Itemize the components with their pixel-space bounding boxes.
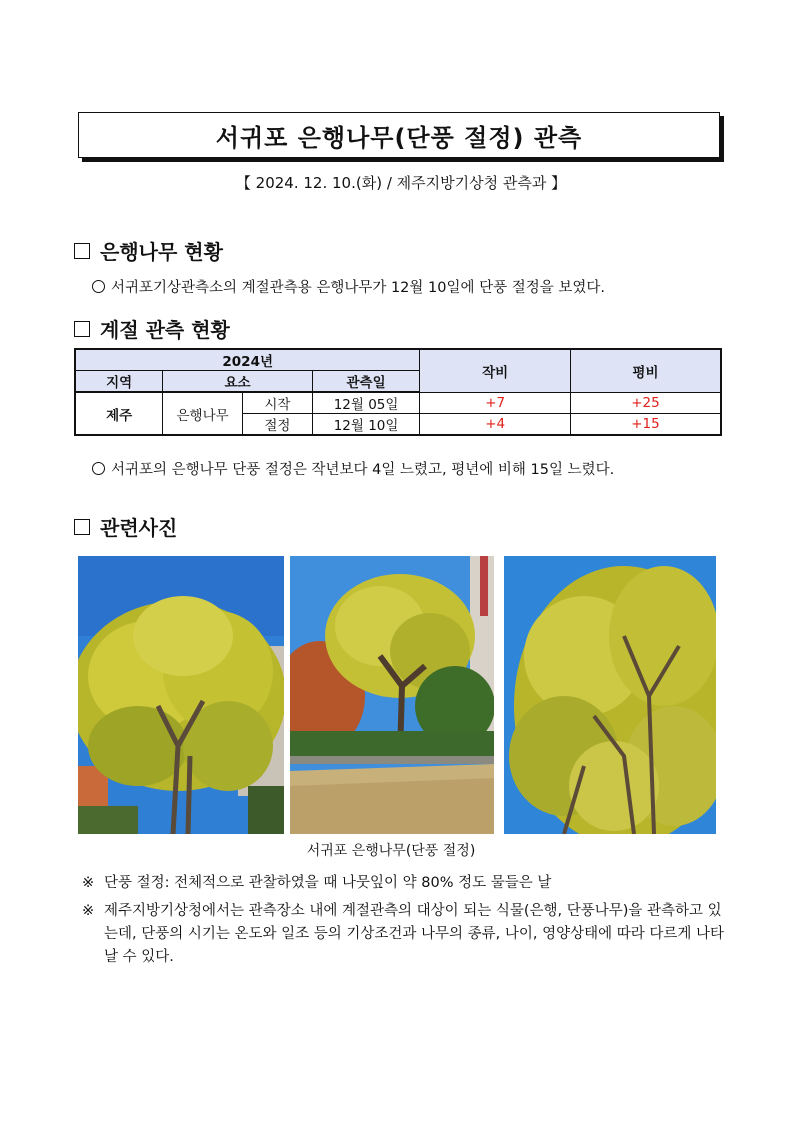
table-header-normal: 평비 — [570, 349, 721, 392]
reference-mark-icon: ※ — [82, 875, 95, 891]
photo-ginkgo-2 — [290, 556, 494, 834]
note-definition — [82, 872, 732, 895]
circle-bullet-icon — [92, 280, 105, 293]
section-heading-text: 은행나무 현황 — [100, 240, 223, 264]
table-header-year: 2024년 — [75, 349, 420, 371]
reference-mark-icon: ※ — [82, 903, 95, 919]
section-heading-seasonal-observation — [74, 314, 230, 343]
circle-bullet-icon — [92, 462, 105, 475]
checkbox-square-icon — [74, 243, 90, 259]
table-row — [75, 392, 721, 414]
note-text: 제주지방기상청에서는 관측장소 내에 계절관측의 대상이 되는 식물(은행, 단풍나무)을 관측하고 있는데, 단풍의 시기는 온도와 일조 등의 기상조건과 나무의 종류, 나이, 영양상태에 따라 다르게 나타날 수 있다. — [104, 903, 725, 965]
table-header-last-year: 작비 — [420, 349, 571, 392]
bullet-observation-summary — [92, 458, 614, 479]
photo-ginkgo-1 — [78, 556, 284, 834]
bullet-text: 서귀포기상관측소의 계절관측용 은행나무가 12월 10일에 단풍 절정을 보였다. — [111, 280, 605, 296]
table-header-element: 요소 — [163, 371, 313, 393]
section-heading-text: 관련사진 — [100, 516, 178, 540]
document-title: 서귀포 은행나무(단풍 절정) 관측 — [78, 112, 720, 158]
document-subtitle: 【 2024. 12. 10.(화) / 제주지방기상청 관측과 】 — [235, 174, 567, 192]
table-cell-stage: 절정 — [242, 414, 312, 436]
section-heading-text: 계절 관측 현황 — [100, 318, 230, 342]
note-text: 단풍 절정: 전체적으로 관찰하였을 때 나뭇잎이 약 80% 정도 물들은 날 — [104, 875, 552, 891]
table-cell-date: 12월 10일 — [312, 414, 420, 436]
table-header-region: 지역 — [75, 371, 163, 393]
section-heading-ginkgo-status — [74, 236, 223, 265]
photo-caption: 서귀포 은행나무(단풍 절정) — [306, 843, 476, 859]
table-cell-normal: +15 — [570, 414, 721, 436]
table-cell-last-year: +4 — [420, 414, 571, 436]
table-header-date: 관측일 — [312, 371, 420, 393]
checkbox-square-icon — [74, 519, 90, 535]
section-heading-related-photos — [74, 512, 177, 541]
table-cell-region: 제주 — [75, 392, 163, 435]
note-observation-info — [82, 900, 732, 969]
bullet-text: 서귀포의 은행나무 단풍 절정은 작년보다 4일 느렸고, 평년에 비해 15일 느렸다. — [111, 462, 615, 478]
table-cell-normal: +25 — [570, 392, 721, 414]
checkbox-square-icon — [74, 321, 90, 337]
table-cell-date: 12월 05일 — [312, 392, 420, 414]
table-cell-last-year: +7 — [420, 392, 571, 414]
table-cell-stage: 시작 — [242, 392, 312, 414]
bullet-ginkgo-status — [92, 276, 605, 297]
observation-table — [74, 348, 722, 436]
table-cell-element: 은행나무 — [163, 392, 243, 435]
photo-ginkgo-3 — [504, 556, 716, 834]
